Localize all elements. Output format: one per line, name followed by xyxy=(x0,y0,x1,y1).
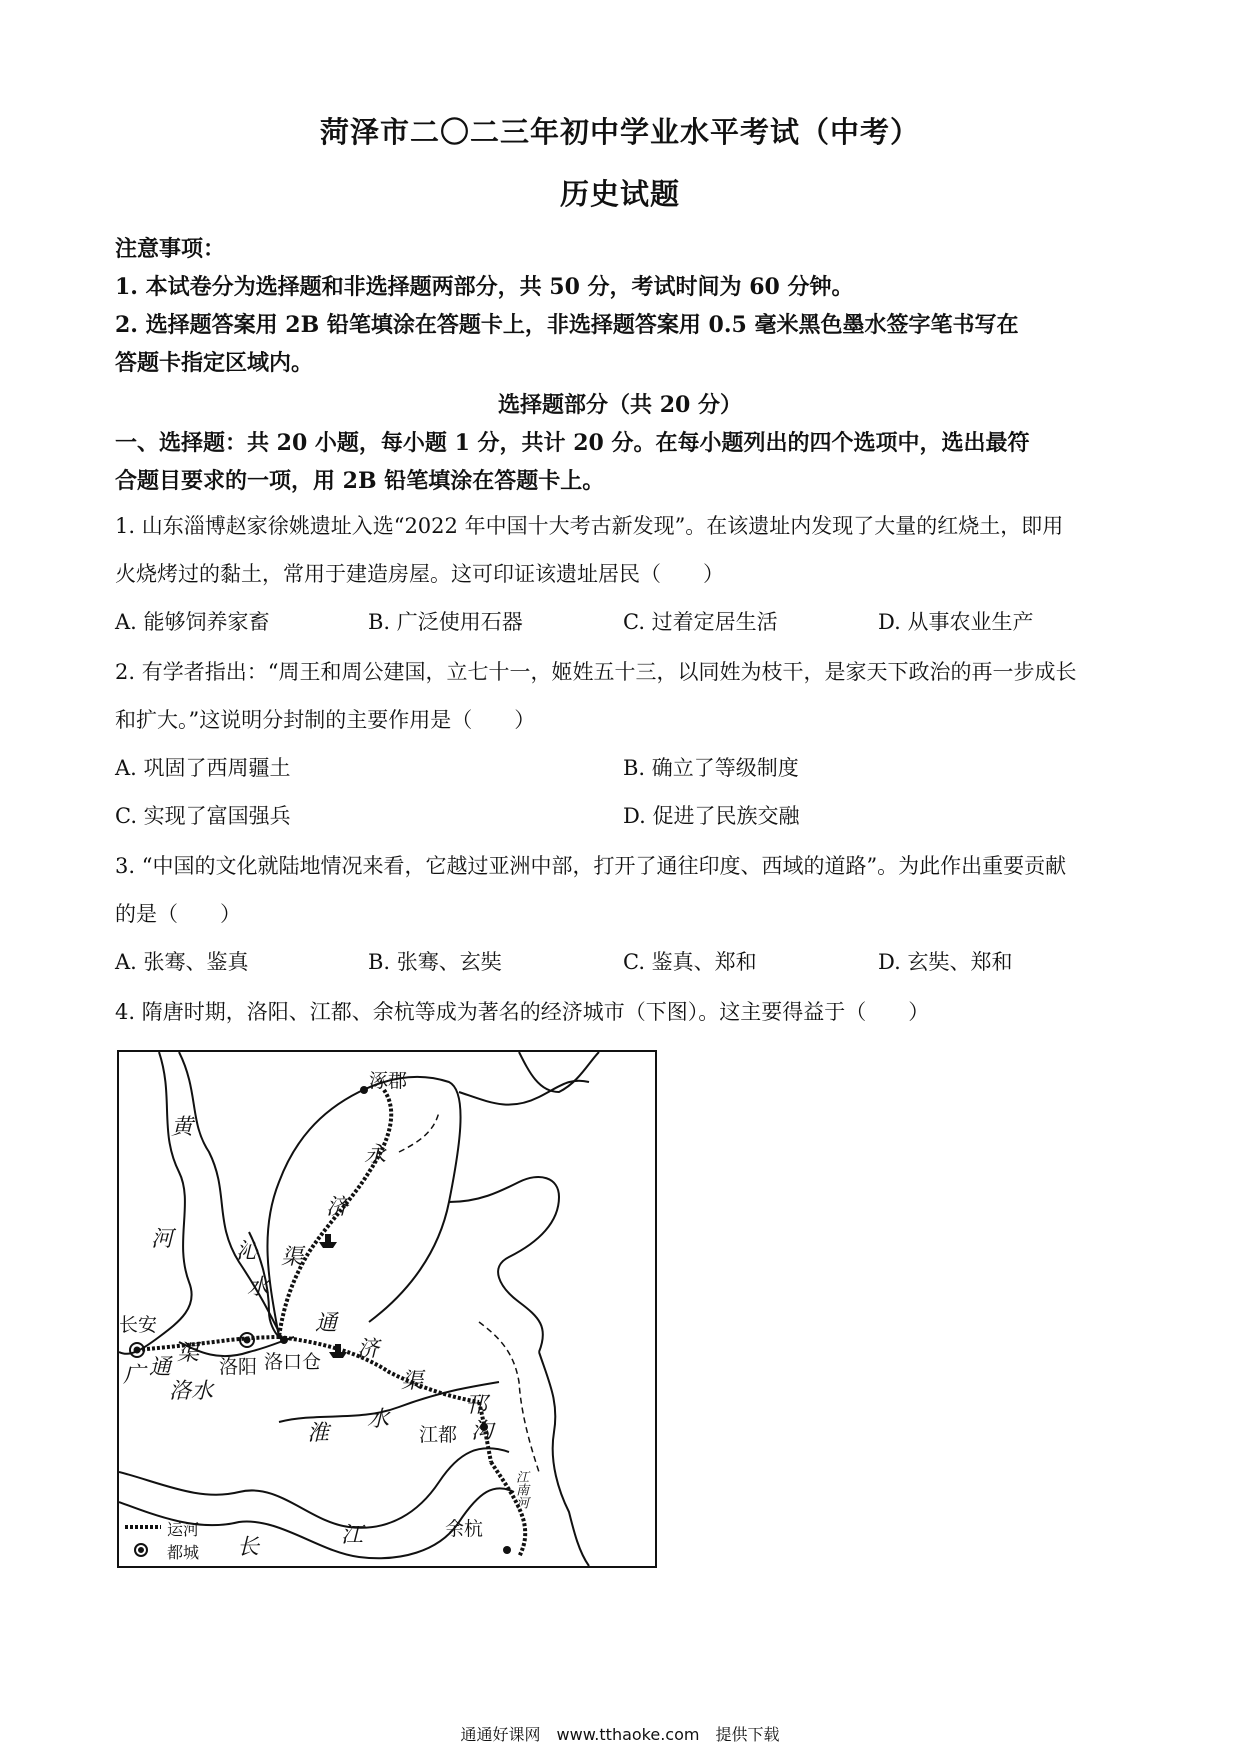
map-label-chang: 长 xyxy=(237,1535,260,1560)
map-label-ji-2: 济 xyxy=(357,1337,380,1362)
question-2-option-b: B. 确立了等级制度 xyxy=(623,756,799,780)
map-label-qu-3: 渠 xyxy=(401,1369,424,1394)
section-instruction-line1: 一、选择题：共 20 小题，每小题 1 分，共计 20 分。在每小题列出的四个选项中，选出最符 xyxy=(115,430,1030,456)
question-1-option-c: C. 过着定居生活 xyxy=(623,610,778,634)
question-3-line2: 的是（ ） xyxy=(115,902,241,926)
map-label-guang: 广 xyxy=(123,1363,146,1388)
grand-canal-map xyxy=(117,1050,657,1568)
notice-item-2-line2: 答题卡指定区域内。 xyxy=(115,350,314,376)
question-1-option-b: B. 广泛使用石器 xyxy=(368,610,523,634)
border-dashed-north xyxy=(399,1112,439,1152)
zhuojun-city-dot xyxy=(360,1086,368,1094)
map-label-luoshui: 洛水 xyxy=(169,1379,214,1404)
map-label-huang: 黄 xyxy=(171,1115,194,1140)
map-label-zhuojun: 涿郡 xyxy=(369,1070,408,1092)
question-4-line1: 4. 隋唐时期，洛阳、江都、余杭等成为著名的经济城市（下图）。这主要得益于（ ） xyxy=(115,1000,930,1024)
map-label-he: 河 xyxy=(151,1227,174,1252)
map-label-yuhang: 余杭 xyxy=(445,1518,484,1540)
question-1-option-d: D. 从事农业生产 xyxy=(878,610,1034,634)
yuhang-city-dot xyxy=(503,1546,511,1554)
map-label-luokoucang: 洛口仓 xyxy=(264,1351,322,1373)
notice-item-1: 1. 本试卷分为选择题和非选择题两部分，共 50 分，考试时间为 60 分钟。 xyxy=(115,274,854,300)
map-label-changan: 长安 xyxy=(119,1314,158,1336)
map-label-shui-1: 水 xyxy=(247,1275,270,1300)
map-label-shui-2: 水 xyxy=(367,1407,390,1432)
yellow-river-bank xyxy=(119,1052,192,1354)
question-2-option-d: D. 促进了民族交融 xyxy=(623,804,800,828)
northern-basin xyxy=(267,1077,460,1337)
map-label-han: 邗 xyxy=(465,1393,488,1418)
question-1-line2: 火烧烤过的黏土，常用于建造房屋。这可印证该遗址居民（ ） xyxy=(115,562,724,586)
map-label-qu-2: 渠 xyxy=(177,1341,200,1366)
question-2-option-a: A. 巩固了西周疆土 xyxy=(115,756,291,780)
border-dashed-east xyxy=(479,1322,539,1472)
map-label-jiang: 江 xyxy=(341,1523,364,1548)
map-label-qu-1: 渠 xyxy=(281,1245,304,1270)
question-3-option-a: A. 张骞、鉴真 xyxy=(115,950,249,974)
question-3-option-d: D. 玄奘、郑和 xyxy=(878,950,1013,974)
exam-title: 菏泽市二〇二三年初中学业水平考试（中考） xyxy=(319,115,920,149)
map-label-luoyang: 洛阳 xyxy=(219,1356,258,1378)
coast-east xyxy=(449,1177,559,1352)
question-3-line1: 3. “中国的文化就陆地情况来看，它越过亚洲中部，打开了通往印度、西域的道路”。为此作出重要贡献 xyxy=(115,854,1067,878)
map-label-yong: 永 xyxy=(364,1143,387,1168)
question-1-line1: 1. 山东淄博赵家徐姚遗址入选“2022 年中国十大考古新发现”。在该遗址内发现了大量的红烧土，即用 xyxy=(115,514,1064,538)
question-1-option-a: A. 能够饲养家畜 xyxy=(115,610,270,634)
question-2-line1: 2. 有学者指出：“周王和周公建国，立七十一，姬姓五十三，以同姓为枝干，是家天下政治的再一步成长 xyxy=(115,660,1077,684)
map-label-huai: 淮 xyxy=(307,1421,330,1446)
ship-icon xyxy=(319,1234,337,1248)
luokoucang-city-dot xyxy=(280,1336,288,1344)
legend-capital-label: 都城 xyxy=(167,1543,200,1562)
map-label-jiangnanhe: 江南河 xyxy=(513,1470,528,1509)
section-title: 选择题部分（共 20 分） xyxy=(498,392,742,418)
map-label-jiangdu: 江都 xyxy=(419,1424,458,1446)
question-2-line2: 和扩大。”这说明分封制的主要作用是（ ） xyxy=(115,708,536,732)
map-label-gou: 沟 xyxy=(471,1419,494,1444)
guangtong-canal xyxy=(137,1337,279,1350)
map-label-ji-1: 济 xyxy=(326,1195,349,1220)
map-label-tong-2: 通 xyxy=(315,1311,338,1336)
section-instruction-line2: 合题目要求的一项，用 2B 铅笔填涂在答题卡上。 xyxy=(115,468,605,494)
legend-canal-label: 运河 xyxy=(167,1520,200,1539)
page-footer: 通通好课网 www.tthaoke.com 提供下载 xyxy=(460,1725,780,1744)
question-3-option-b: B. 张骞、玄奘 xyxy=(368,950,502,974)
exam-subtitle: 历史试题 xyxy=(559,177,680,211)
question-3-option-c: C. 鉴真、郑和 xyxy=(623,950,757,974)
notice-heading: 注意事项： xyxy=(115,236,226,262)
southeast-coast xyxy=(539,1352,589,1566)
map-drawing xyxy=(119,1052,655,1566)
map-label-qin: 沁 xyxy=(236,1239,259,1264)
notice-item-2-line1: 2. 选择题答案用 2B 铅笔填涂在答题卡上，非选择题答案用 0.5 毫米黑色墨水签字笔书写在 xyxy=(115,312,1019,338)
question-2-option-c: C. 实现了富国强兵 xyxy=(115,804,291,828)
map-label-tong-1: 通 xyxy=(149,1355,172,1380)
